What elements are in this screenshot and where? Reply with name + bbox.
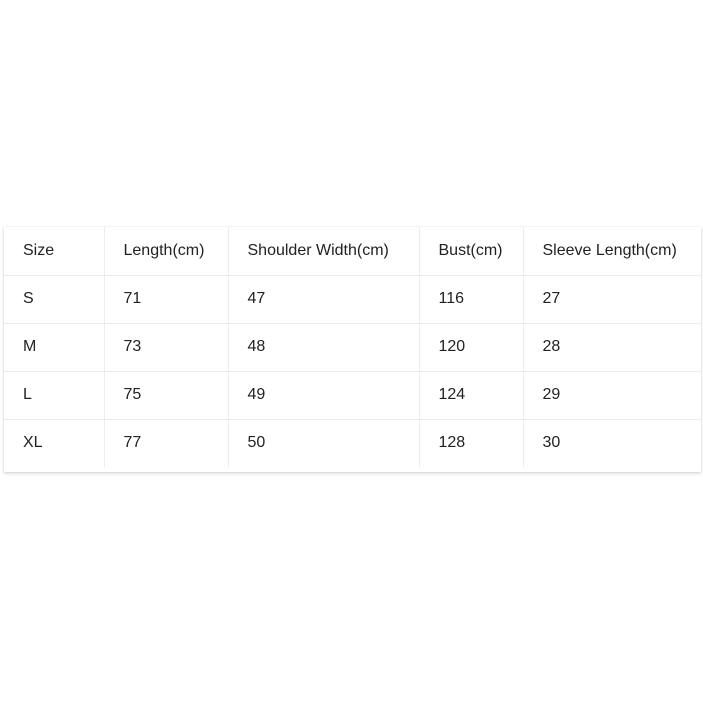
cell-size: S bbox=[4, 275, 104, 323]
cell-bust: 120 bbox=[419, 323, 523, 371]
cell-sleeve-length: 29 bbox=[523, 371, 701, 419]
column-header-sleeve-length: Sleeve Length(cm) bbox=[523, 227, 701, 275]
size-chart bbox=[4, 227, 701, 472]
table-row bbox=[4, 371, 701, 419]
cell-shoulder-width: 47 bbox=[228, 275, 419, 323]
column-header-size: Size bbox=[4, 227, 104, 275]
table-row bbox=[4, 275, 701, 323]
cell-shoulder-width: 50 bbox=[228, 419, 419, 467]
cell-bust: 128 bbox=[419, 419, 523, 467]
cell-length: 71 bbox=[104, 275, 228, 323]
cell-bust: 124 bbox=[419, 371, 523, 419]
column-header-bust: Bust(cm) bbox=[419, 227, 523, 275]
table-row bbox=[4, 419, 701, 467]
cell-size: M bbox=[4, 323, 104, 371]
cell-shoulder-width: 49 bbox=[228, 371, 419, 419]
size-chart-table bbox=[4, 227, 701, 467]
cell-length: 73 bbox=[104, 323, 228, 371]
table-row bbox=[4, 323, 701, 371]
column-header-length: Length(cm) bbox=[104, 227, 228, 275]
cell-shoulder-width: 48 bbox=[228, 323, 419, 371]
cell-sleeve-length: 30 bbox=[542, 434, 561, 452]
cell-length: 75 bbox=[104, 371, 228, 419]
column-header-shoulder-width: Shoulder Width(cm) bbox=[228, 227, 419, 275]
cell-sleeve-length: 28 bbox=[523, 323, 701, 371]
cell-length: 77 bbox=[104, 419, 228, 467]
cell-bust: 116 bbox=[419, 275, 523, 323]
cell-sleeve-length: 27 bbox=[523, 275, 701, 323]
cell-size: XL bbox=[4, 419, 104, 467]
cell-size: L bbox=[4, 371, 104, 419]
header-row bbox=[4, 227, 701, 275]
